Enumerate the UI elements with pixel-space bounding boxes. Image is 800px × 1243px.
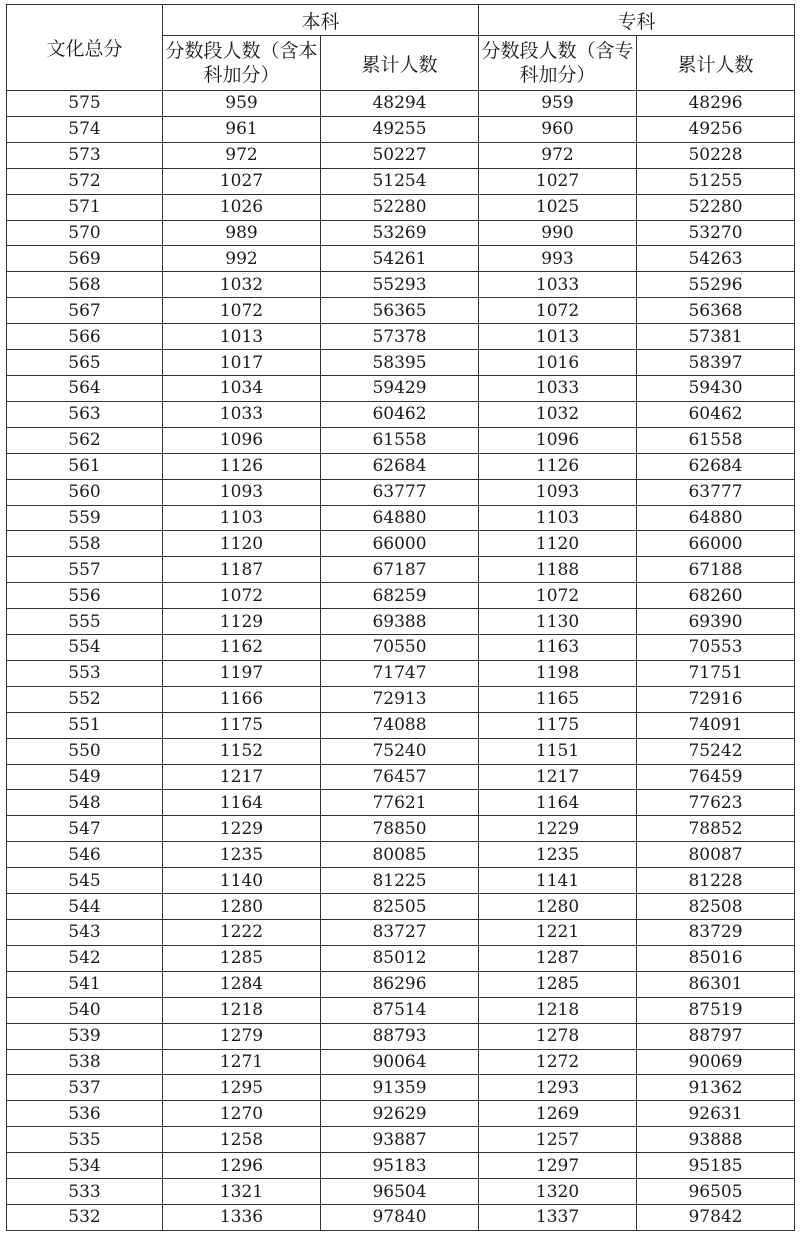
score-cell: 567: [7, 298, 163, 324]
score-cell: 555: [7, 609, 163, 635]
header-row-top: [7, 5, 795, 36]
table-row: [7, 453, 795, 479]
junior-segment-cell: 1218: [479, 997, 637, 1023]
junior-segment-cell: 990: [479, 220, 637, 246]
junior-segment-cell: 1272: [479, 1049, 637, 1075]
undergrad-segment-cell: 1032: [163, 272, 321, 298]
score-cell: 536: [7, 1101, 163, 1127]
undergrad-cumulative-cell: 50227: [321, 142, 479, 168]
junior-segment-cell: 1269: [479, 1101, 637, 1127]
junior-cumulative-cell: 71751: [637, 660, 795, 686]
junior-cumulative-cell: 55296: [637, 272, 795, 298]
undergrad-cumulative-cell: 85012: [321, 945, 479, 971]
undergrad-cumulative-cell: 87514: [321, 997, 479, 1023]
undergrad-cumulative-cell: 92629: [321, 1101, 479, 1127]
undergrad-cumulative-cell: 82505: [321, 894, 479, 920]
junior-cumulative-cell: 48296: [637, 91, 795, 117]
junior-cumulative-cell: 50228: [637, 142, 795, 168]
score-cell: 557: [7, 557, 163, 583]
undergrad-segment-cell: 1027: [163, 168, 321, 194]
undergrad-cumulative-cell: 86296: [321, 971, 479, 997]
junior-segment-cell: 1096: [479, 427, 637, 453]
table-row: [7, 686, 795, 712]
junior-segment-cell: 1337: [479, 1204, 637, 1230]
junior-segment-cell: 1320: [479, 1179, 637, 1205]
table-body: [7, 91, 795, 1231]
junior-segment-cell: 1141: [479, 868, 637, 894]
undergrad-cumulative-cell: 74088: [321, 712, 479, 738]
undergrad-segment-cell: 1280: [163, 894, 321, 920]
table-row: [7, 997, 795, 1023]
table-row: [7, 91, 795, 117]
undergrad-cumulative-cell: 58395: [321, 350, 479, 376]
score-cell: 551: [7, 712, 163, 738]
table-row: [7, 324, 795, 350]
undergrad-segment-cell: 1129: [163, 609, 321, 635]
junior-cumulative-cell: 67188: [637, 557, 795, 583]
undergrad-segment-cell: 1258: [163, 1127, 321, 1153]
undergrad-segment-cell: 1072: [163, 583, 321, 609]
score-cell: 545: [7, 868, 163, 894]
score-cell: 550: [7, 738, 163, 764]
junior-cumulative-cell: 93888: [637, 1127, 795, 1153]
undergrad-segment-cell: 1072: [163, 298, 321, 324]
undergrad-segment-cell: 1126: [163, 453, 321, 479]
score-cell: 541: [7, 971, 163, 997]
junior-cumulative-cell: 53270: [637, 220, 795, 246]
undergrad-segment-cell: 1033: [163, 401, 321, 427]
junior-cumulative-cell: 87519: [637, 997, 795, 1023]
undergrad-segment-cell: 1197: [163, 660, 321, 686]
undergrad-cumulative-cell: 88793: [321, 1023, 479, 1049]
table-row: [7, 168, 795, 194]
table-row: [7, 142, 795, 168]
junior-cumulative-cell: 64880: [637, 505, 795, 531]
score-cell: 546: [7, 842, 163, 868]
undergrad-cumulative-cell: 91359: [321, 1075, 479, 1101]
junior-segment-cell: 959: [479, 91, 637, 117]
undergrad-segment-cell: 1222: [163, 920, 321, 946]
junior-segment-cell: 1198: [479, 660, 637, 686]
undergrad-segment-cell: 1295: [163, 1075, 321, 1101]
junior-cumulative-cell: 91362: [637, 1075, 795, 1101]
score-table-container: [6, 4, 795, 1231]
junior-segment-cell: 1033: [479, 272, 637, 298]
junior-cumulative-cell: 49256: [637, 116, 795, 142]
junior-cumulative-cell: 95185: [637, 1153, 795, 1179]
score-cell: 561: [7, 453, 163, 479]
undergrad-cumulative-cell: 71747: [321, 660, 479, 686]
junior-cumulative-cell: 61558: [637, 427, 795, 453]
score-cell: 575: [7, 91, 163, 117]
score-cell: 552: [7, 686, 163, 712]
undergrad-segment-cell: 1217: [163, 764, 321, 790]
undergrad-cumulative-cell: 90064: [321, 1049, 479, 1075]
junior-cumulative-cell: 62684: [637, 453, 795, 479]
table-row: [7, 557, 795, 583]
table-row: [7, 375, 795, 401]
undergrad-segment-cell: 989: [163, 220, 321, 246]
junior-cumulative-cell: 75242: [637, 738, 795, 764]
junior-segment-cell: 1280: [479, 894, 637, 920]
score-cell: 544: [7, 894, 163, 920]
junior-segment-cell: 1072: [479, 298, 637, 324]
table-row: [7, 194, 795, 220]
score-cell: 562: [7, 427, 163, 453]
junior-segment-cell: 1130: [479, 609, 637, 635]
score-cell: 539: [7, 1023, 163, 1049]
table-row: [7, 945, 795, 971]
table-row: [7, 1179, 795, 1205]
table-row: [7, 1204, 795, 1230]
junior-segment-cell: 1165: [479, 686, 637, 712]
junior-cumulative-cell: 51255: [637, 168, 795, 194]
junior-segment-cell: 1175: [479, 712, 637, 738]
undergrad-cumulative-cell: 52280: [321, 194, 479, 220]
header-junior: 专科: [479, 5, 795, 36]
undergrad-segment-cell: 1279: [163, 1023, 321, 1049]
undergrad-cumulative-cell: 70550: [321, 635, 479, 661]
undergrad-segment-cell: 1284: [163, 971, 321, 997]
undergrad-cumulative-cell: 68259: [321, 583, 479, 609]
score-cell: 566: [7, 324, 163, 350]
junior-segment-cell: 1013: [479, 324, 637, 350]
junior-cumulative-cell: 56368: [637, 298, 795, 324]
table-row: [7, 842, 795, 868]
junior-cumulative-cell: 92631: [637, 1101, 795, 1127]
junior-cumulative-cell: 86301: [637, 971, 795, 997]
score-cell: 543: [7, 920, 163, 946]
undergrad-cumulative-cell: 51254: [321, 168, 479, 194]
junior-cumulative-cell: 82508: [637, 894, 795, 920]
undergrad-segment-cell: 959: [163, 91, 321, 117]
undergrad-segment-cell: 1140: [163, 868, 321, 894]
junior-segment-cell: 1221: [479, 920, 637, 946]
score-cell: 568: [7, 272, 163, 298]
undergrad-segment-cell: 1229: [163, 816, 321, 842]
table-row: [7, 531, 795, 557]
junior-segment-cell: 1093: [479, 479, 637, 505]
score-cell: 571: [7, 194, 163, 220]
header-undergrad-cumulative: 累计人数: [321, 36, 479, 91]
junior-cumulative-cell: 90069: [637, 1049, 795, 1075]
undergrad-segment-cell: 1218: [163, 997, 321, 1023]
junior-cumulative-cell: 85016: [637, 945, 795, 971]
score-cell: 572: [7, 168, 163, 194]
junior-cumulative-cell: 68260: [637, 583, 795, 609]
score-distribution-table: [6, 4, 795, 1231]
undergrad-segment-cell: 1285: [163, 945, 321, 971]
score-cell: 553: [7, 660, 163, 686]
junior-segment-cell: 1103: [479, 505, 637, 531]
undergrad-cumulative-cell: 96504: [321, 1179, 479, 1205]
undergrad-segment-cell: 1175: [163, 712, 321, 738]
table-row: [7, 635, 795, 661]
undergrad-cumulative-cell: 95183: [321, 1153, 479, 1179]
table-row: [7, 1153, 795, 1179]
table-row: [7, 712, 795, 738]
score-cell: 537: [7, 1075, 163, 1101]
junior-cumulative-cell: 96505: [637, 1179, 795, 1205]
junior-cumulative-cell: 78852: [637, 816, 795, 842]
score-cell: 570: [7, 220, 163, 246]
undergrad-segment-cell: 1296: [163, 1153, 321, 1179]
table-row: [7, 272, 795, 298]
score-cell: 558: [7, 531, 163, 557]
header-score: 文化总分: [7, 5, 163, 91]
junior-segment-cell: 1229: [479, 816, 637, 842]
junior-cumulative-cell: 63777: [637, 479, 795, 505]
junior-segment-cell: 1235: [479, 842, 637, 868]
undergrad-cumulative-cell: 63777: [321, 479, 479, 505]
undergrad-cumulative-cell: 77621: [321, 790, 479, 816]
undergrad-cumulative-cell: 61558: [321, 427, 479, 453]
table-row: [7, 764, 795, 790]
score-cell: 565: [7, 350, 163, 376]
undergrad-cumulative-cell: 53269: [321, 220, 479, 246]
junior-segment-cell: 1016: [479, 350, 637, 376]
junior-segment-cell: 1027: [479, 168, 637, 194]
table-row: [7, 1127, 795, 1153]
undergrad-cumulative-cell: 81225: [321, 868, 479, 894]
table-row: [7, 1023, 795, 1049]
undergrad-segment-cell: 1164: [163, 790, 321, 816]
junior-segment-cell: 1293: [479, 1075, 637, 1101]
table-row: [7, 505, 795, 531]
undergrad-segment-cell: 1103: [163, 505, 321, 531]
undergrad-cumulative-cell: 55293: [321, 272, 479, 298]
junior-cumulative-cell: 52280: [637, 194, 795, 220]
undergrad-segment-cell: 1271: [163, 1049, 321, 1075]
score-cell: 548: [7, 790, 163, 816]
score-cell: 538: [7, 1049, 163, 1075]
score-cell: 563: [7, 401, 163, 427]
undergrad-segment-cell: 972: [163, 142, 321, 168]
score-cell: 533: [7, 1179, 163, 1205]
junior-cumulative-cell: 80087: [637, 842, 795, 868]
score-cell: 549: [7, 764, 163, 790]
undergrad-cumulative-cell: 83727: [321, 920, 479, 946]
table-row: [7, 790, 795, 816]
table-row: [7, 350, 795, 376]
table-row: [7, 583, 795, 609]
score-cell: 540: [7, 997, 163, 1023]
junior-segment-cell: 1032: [479, 401, 637, 427]
junior-segment-cell: 1188: [479, 557, 637, 583]
undergrad-cumulative-cell: 76457: [321, 764, 479, 790]
undergrad-segment-cell: 1093: [163, 479, 321, 505]
junior-cumulative-cell: 83729: [637, 920, 795, 946]
junior-segment-cell: 1278: [479, 1023, 637, 1049]
undergrad-cumulative-cell: 78850: [321, 816, 479, 842]
junior-segment-cell: 1025: [479, 194, 637, 220]
undergrad-cumulative-cell: 60462: [321, 401, 479, 427]
undergrad-segment-cell: 1152: [163, 738, 321, 764]
undergrad-segment-cell: 1162: [163, 635, 321, 661]
junior-cumulative-cell: 66000: [637, 531, 795, 557]
score-cell: 547: [7, 816, 163, 842]
undergrad-cumulative-cell: 49255: [321, 116, 479, 142]
table-row: [7, 816, 795, 842]
junior-cumulative-cell: 97842: [637, 1204, 795, 1230]
undergrad-cumulative-cell: 67187: [321, 557, 479, 583]
header-junior-cumulative: 累计人数: [637, 36, 795, 91]
junior-segment-cell: 1126: [479, 453, 637, 479]
score-cell: 554: [7, 635, 163, 661]
table-row: [7, 298, 795, 324]
score-cell: 556: [7, 583, 163, 609]
undergrad-segment-cell: 961: [163, 116, 321, 142]
junior-cumulative-cell: 54263: [637, 246, 795, 272]
undergrad-segment-cell: 1270: [163, 1101, 321, 1127]
junior-segment-cell: 1257: [479, 1127, 637, 1153]
undergrad-cumulative-cell: 62684: [321, 453, 479, 479]
undergrad-cumulative-cell: 57378: [321, 324, 479, 350]
undergrad-segment-cell: 1235: [163, 842, 321, 868]
undergrad-segment-cell: 1013: [163, 324, 321, 350]
junior-segment-cell: 993: [479, 246, 637, 272]
score-cell: 534: [7, 1153, 163, 1179]
table-row: [7, 868, 795, 894]
junior-segment-cell: 1297: [479, 1153, 637, 1179]
junior-segment-cell: 1151: [479, 738, 637, 764]
undergrad-cumulative-cell: 56365: [321, 298, 479, 324]
table-row: [7, 609, 795, 635]
junior-segment-cell: 1164: [479, 790, 637, 816]
undergrad-cumulative-cell: 75240: [321, 738, 479, 764]
undergrad-cumulative-cell: 64880: [321, 505, 479, 531]
undergrad-cumulative-cell: 93887: [321, 1127, 479, 1153]
score-cell: 542: [7, 945, 163, 971]
undergrad-cumulative-cell: 80085: [321, 842, 479, 868]
score-cell: 573: [7, 142, 163, 168]
undergrad-segment-cell: 1166: [163, 686, 321, 712]
junior-segment-cell: 1287: [479, 945, 637, 971]
undergrad-cumulative-cell: 48294: [321, 91, 479, 117]
junior-cumulative-cell: 81228: [637, 868, 795, 894]
table-row: [7, 1075, 795, 1101]
undergrad-segment-cell: 1096: [163, 427, 321, 453]
junior-segment-cell: 972: [479, 142, 637, 168]
junior-segment-cell: 1120: [479, 531, 637, 557]
score-cell: 559: [7, 505, 163, 531]
junior-cumulative-cell: 69390: [637, 609, 795, 635]
table-row: [7, 920, 795, 946]
undergrad-segment-cell: 1017: [163, 350, 321, 376]
undergrad-cumulative-cell: 97840: [321, 1204, 479, 1230]
undergrad-segment-cell: 1026: [163, 194, 321, 220]
score-cell: 574: [7, 116, 163, 142]
junior-segment-cell: 1163: [479, 635, 637, 661]
junior-cumulative-cell: 88797: [637, 1023, 795, 1049]
undergrad-segment-cell: 1336: [163, 1204, 321, 1230]
table-row: [7, 479, 795, 505]
table-row: [7, 427, 795, 453]
junior-cumulative-cell: 60462: [637, 401, 795, 427]
table-row: [7, 971, 795, 997]
header-undergrad-segment: 分数段人数（含本科加分）: [163, 36, 321, 91]
junior-segment-cell: 960: [479, 116, 637, 142]
undergrad-segment-cell: 992: [163, 246, 321, 272]
score-cell: 569: [7, 246, 163, 272]
score-cell: 560: [7, 479, 163, 505]
undergrad-segment-cell: 1120: [163, 531, 321, 557]
table-row: [7, 116, 795, 142]
undergrad-cumulative-cell: 59429: [321, 375, 479, 401]
undergrad-segment-cell: 1034: [163, 375, 321, 401]
header-junior-segment: 分数段人数（含专科加分）: [479, 36, 637, 91]
undergrad-segment-cell: 1321: [163, 1179, 321, 1205]
junior-segment-cell: 1217: [479, 764, 637, 790]
junior-cumulative-cell: 77623: [637, 790, 795, 816]
junior-segment-cell: 1072: [479, 583, 637, 609]
table-row: [7, 738, 795, 764]
junior-cumulative-cell: 74091: [637, 712, 795, 738]
score-cell: 564: [7, 375, 163, 401]
score-cell: 535: [7, 1127, 163, 1153]
table-row: [7, 1049, 795, 1075]
junior-segment-cell: 1033: [479, 375, 637, 401]
header-undergrad: 本科: [163, 5, 479, 36]
junior-cumulative-cell: 59430: [637, 375, 795, 401]
table-row: [7, 401, 795, 427]
undergrad-cumulative-cell: 54261: [321, 246, 479, 272]
table-row: [7, 246, 795, 272]
junior-cumulative-cell: 70553: [637, 635, 795, 661]
junior-cumulative-cell: 72916: [637, 686, 795, 712]
score-cell: 532: [7, 1204, 163, 1230]
table-row: [7, 894, 795, 920]
undergrad-cumulative-cell: 69388: [321, 609, 479, 635]
undergrad-cumulative-cell: 66000: [321, 531, 479, 557]
junior-cumulative-cell: 58397: [637, 350, 795, 376]
junior-cumulative-cell: 76459: [637, 764, 795, 790]
undergrad-cumulative-cell: 72913: [321, 686, 479, 712]
table-row: [7, 220, 795, 246]
table-row: [7, 1101, 795, 1127]
table-row: [7, 660, 795, 686]
undergrad-segment-cell: 1187: [163, 557, 321, 583]
junior-cumulative-cell: 57381: [637, 324, 795, 350]
junior-segment-cell: 1285: [479, 971, 637, 997]
